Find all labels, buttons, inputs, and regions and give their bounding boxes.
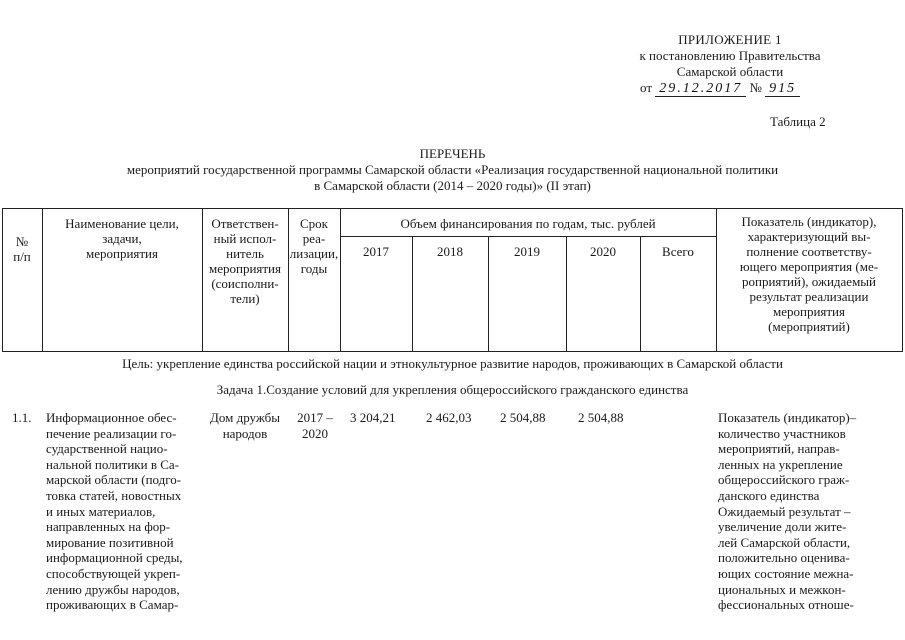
date-prefix: от [640, 80, 653, 95]
annex-line-2: Самарской области [676, 64, 784, 79]
row-indicator: Показатель (индикатор)– количество участников мероприятий, направ- ленных на укрепление общероссийского граж- данского единства Ожидаемый результат – увеличение доли жите- лей Самарской области, положительно оценива- ющих состояние межна- циональных и межкон- фессиональных отноше- [718, 410, 857, 613]
row-number: 1.1. [12, 410, 32, 425]
annex-line-1: к постановлению Правительства [639, 48, 821, 63]
handwritten-date: 29.12.2017 [655, 81, 746, 97]
goal-line: Цель: укрепление единства российской нации и этнокультурное развитие народов, проживающих в Самарской области [122, 356, 783, 371]
header-funding: Объем финансирования по годам, тыс. рублей [400, 216, 656, 231]
header-year-2020: 2020 [590, 244, 616, 259]
header-year-2019: 2019 [514, 244, 540, 259]
header-name: Наименование цели, задачи, мероприятия [65, 216, 179, 261]
document-heading: ПЕРЕЧЕНЬ [419, 146, 486, 161]
task-line: Задача 1.Создание условий для укрепления общероссийского гражданского единства [216, 382, 689, 397]
number-prefix: № [749, 80, 762, 95]
row-executor: Дом дружбы народов [209, 410, 281, 441]
col-border [902, 208, 903, 352]
table-label: Таблица 2 [770, 114, 826, 129]
header-indicator: Показатель (индикатор), характеризующий вы- полнение соответству- ющего мероприятия (ме- роприятий), ожидаемый результат реализации мероприятия (мероприятий) [739, 214, 879, 334]
row-name: Информационное обес- печение реализации го- сударственной нацио- нальной политики в Са- марской области (подго- товка статей, новостных и иных материалов, направленных на фор- мирование позитивной информационной среды, способствующей укреп- лению дружбы народов, проживающих в Самар- [46, 410, 183, 613]
document-subtitle-line-2: в Самарской области (2014 – 2020 годы)» (II этап) [314, 178, 591, 193]
row-value-2018: 2 462,03 [426, 410, 472, 425]
document-subtitle-line-1: мероприятий государственной программы Самарской области «Реализация государственной национальной политики [126, 162, 779, 177]
header-top-border [2, 208, 903, 209]
row-value-2017: 3 204,21 [350, 410, 396, 425]
header-total: Всего [662, 244, 694, 259]
header-number: № п/п [13, 234, 31, 264]
row-value-2019: 2 504,88 [500, 410, 546, 425]
annex-title: ПРИЛОЖЕНИЕ 1 [678, 32, 782, 47]
funding-divider [340, 236, 716, 237]
header-year-2018: 2018 [437, 244, 463, 259]
header-term: Срок реа- лизации, годы [289, 216, 339, 276]
header-year-2017: 2017 [363, 244, 389, 259]
annex-date-number [640, 80, 800, 97]
row-value-2020: 2 504,88 [578, 410, 624, 425]
table-header [0, 208, 905, 352]
handwritten-number: 915 [765, 81, 800, 97]
header-executor: Ответствен- ный испол- нитель мероприятия (соисполни- тели) [208, 216, 281, 306]
annex-block [560, 32, 900, 80]
row-term: 2017 – 2020 [297, 410, 333, 441]
col-border [2, 208, 3, 352]
header-bottom-border [2, 351, 903, 352]
